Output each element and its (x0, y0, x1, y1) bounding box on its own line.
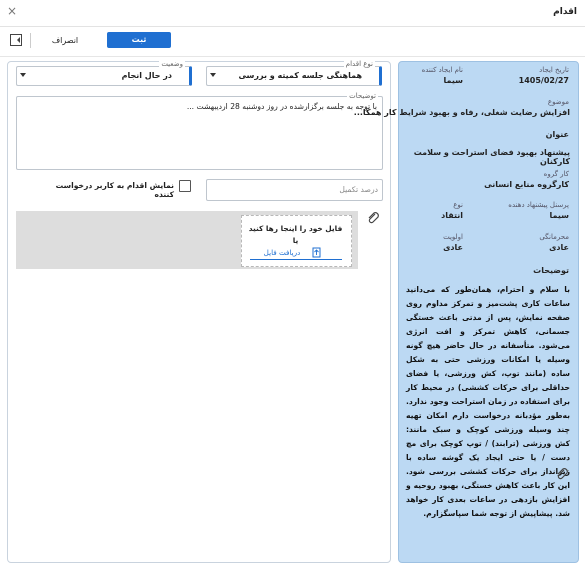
toolbar (0, 26, 585, 57)
description-value: با توجه به جلسه برگزارشده در روز دوشنبه 28 اردیبهشت ... (186, 102, 377, 111)
proposer-staff-value: سیما (549, 211, 569, 220)
status-label: وضعیت (161, 60, 183, 68)
title-label: عنوان (545, 130, 569, 139)
created-date-label: تاریخ ایجاد (539, 66, 569, 74)
chevron-down-icon[interactable] (210, 73, 216, 77)
proposer-staff-label: پرسنل پیشنهاد دهنده (508, 201, 569, 209)
creator-name-value: سیما (443, 76, 463, 85)
show-to-requester-checkbox[interactable] (179, 180, 191, 192)
created-date-value: 1405/02/27 (518, 76, 569, 85)
attach-icon[interactable] (555, 467, 569, 481)
priority-label: اولویت (443, 233, 463, 241)
upload-button-label[interactable]: دریافت فایل (263, 248, 301, 257)
action-type-label: نوع اقدام (345, 60, 373, 68)
submit-button[interactable]: ثبت (107, 32, 171, 48)
close-icon[interactable]: × (7, 4, 18, 18)
dialog-title: اقدام (553, 7, 577, 17)
type-value: انتقاد (441, 211, 463, 220)
drop-text: فایل خود را اینجا رها کنید (248, 224, 343, 233)
subject-label: موضوع (547, 98, 569, 106)
attach-icon[interactable] (366, 211, 380, 225)
workgroup-label: کار گروه (543, 170, 569, 178)
completion-percent-placeholder: درصد تکمیل (339, 185, 378, 194)
type-label: نوع (453, 201, 463, 209)
title-bar (0, 0, 585, 27)
request-description-value: با سلام و احترام، همان‌طور که می‌دانید ساعات کاری پشت‌میز و تمرکز مداوم روی صفحه نمایش، پس از مدتی باعث خستگی جسمانی، کاهش تمرکز و افت انرژی می‌شود. متأسفانه در حال حاضر هیچ گونه وسیله یا امکانات ورزشی حتی به شکل ساده (مانند توپ، کش ورزشی، یا فضای حداقلی برای حرکات کششی) در محیط کار برای استفاده در زمان استراحت وجود ندارد. به‌طور مؤدبانه درخواست دارم امکان تهیه چند وسیله ورزشی کوچک و سبک مانند: کش ورزشی (ترابند) / توپ کوچک برای مچ دست / یا حتی ایجاد یک گوشه ساده با زیرانداز برای حرکات کششی بررسی شود. این کار باعث کاهش خستگی، بهبود روحیه و افزایش بازدهی در ساعات بعدی کار خواهد شد. پیشاپیش از توجه شما سپاسگزارم. (406, 285, 570, 518)
subject-value: افزایش رضایت شغلی، رفاه و بهبود شرایط کار همکا... (353, 108, 570, 117)
status-value: در حال انجام (121, 71, 172, 80)
cancel-button[interactable]: انصراف (51, 36, 79, 45)
description-label: توضیحات (349, 92, 376, 100)
workgroup-value: کارگروه منابع انسانی (484, 180, 569, 189)
action-type-value: هماهنگی جلسه کمیته و بررسی (238, 71, 362, 80)
confidentiality-value: عادی (549, 243, 569, 252)
upload-icon (312, 247, 321, 258)
drop-or-text: یا (292, 236, 299, 245)
toolbar-divider (30, 33, 31, 48)
priority-value: عادی (443, 243, 463, 252)
request-description-label: توضیحات (533, 266, 569, 275)
show-to-requester-label: نمایش اقدام به کاربر درخواست کننده (55, 181, 174, 199)
title-value: پیشنهاد بهبود فضای استراحت و سلامت کارکنان (413, 148, 570, 166)
sidebar-toggle-icon[interactable] (10, 34, 22, 46)
chevron-down-icon[interactable] (20, 73, 26, 77)
creator-name-label: نام ایجاد کننده (421, 66, 463, 74)
confidentiality-label: محرمانگی (539, 233, 569, 241)
